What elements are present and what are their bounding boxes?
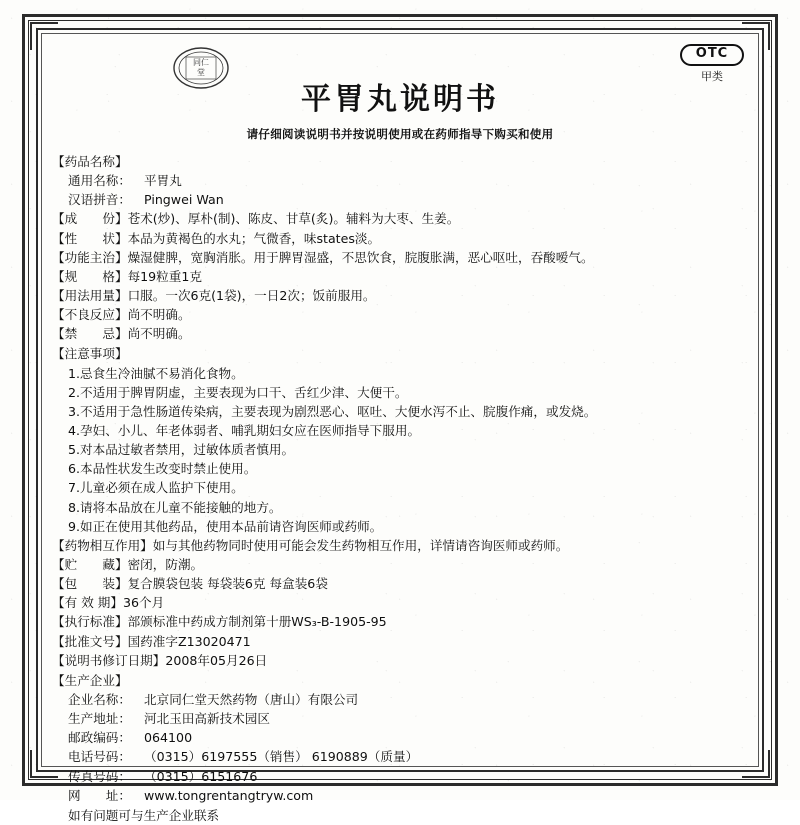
revision-date-row bbox=[52, 651, 748, 670]
contraindications-label: 【禁 忌】 bbox=[52, 326, 128, 342]
indications-label: 【功能主治】 bbox=[52, 249, 128, 265]
generic-name-value: 平胃丸 bbox=[144, 173, 182, 189]
phone-value: （0315）6197555（销售） 6190889（质量） bbox=[144, 749, 419, 765]
package-row bbox=[52, 574, 748, 593]
fax-row bbox=[52, 767, 748, 786]
manufacturer-address-label: 生产地址： bbox=[68, 711, 131, 727]
dosage-label: 【用法用量】 bbox=[52, 287, 128, 303]
page-subtitle: 请仔细阅读说明书并按说明使用或在药师指导下购买和使用 bbox=[246, 127, 554, 141]
spec-row bbox=[52, 267, 748, 286]
list-item: 6.本品性状发生改变时禁止使用。 bbox=[68, 461, 257, 477]
manufacturer-name-row bbox=[52, 690, 748, 709]
standard-value: 部颁标准中药成方制剂第十册WS₃-B-1905-95 bbox=[127, 614, 387, 630]
list-item: 4.孕妇、小儿、年老体弱者、哺乳期妇女应在医师指导下服用。 bbox=[68, 422, 421, 438]
storage-label: 【贮 藏】 bbox=[52, 556, 128, 572]
spec-value: 每19粒重1克 bbox=[127, 268, 202, 284]
phone-label: 电话号码： bbox=[68, 749, 131, 765]
dosage-row bbox=[52, 286, 748, 305]
adverse-reactions-row bbox=[52, 305, 748, 324]
interactions-label: 【药物相互作用】 bbox=[52, 537, 153, 553]
section-manufacturer: 【生产企业】 bbox=[52, 672, 128, 688]
svg-text:堂: 堂 bbox=[197, 68, 205, 77]
contraindications-value: 尚不明确。 bbox=[127, 326, 191, 342]
list-item: 9.如正在使用其他药品，使用本品前请咨询医师或药师。 bbox=[68, 518, 383, 534]
approval-label: 【批准文号】 bbox=[52, 633, 128, 649]
ingredients-label: 【成 份】 bbox=[52, 211, 128, 227]
storage-value: 密闭，防潮。 bbox=[127, 556, 204, 572]
postcode-value: 064100 bbox=[144, 730, 193, 746]
otc-badge bbox=[680, 44, 744, 84]
manufacturer-address-value: 河北玉田高新技术园区 bbox=[144, 711, 270, 727]
otc-class-label: 甲类 bbox=[701, 69, 723, 83]
interactions-row bbox=[52, 536, 748, 555]
website-label: 网 址： bbox=[68, 787, 131, 803]
otc-label: OTC bbox=[680, 44, 744, 66]
svg-text:同仁: 同仁 bbox=[193, 58, 209, 67]
generic-name-label: 通用名称： bbox=[68, 173, 131, 189]
website-row bbox=[52, 786, 748, 805]
pinyin-label: 汉语拼音： bbox=[68, 192, 131, 208]
standard-row bbox=[52, 612, 748, 631]
indications-value: 燥湿健脾，宽胸消胀。用于脾胃湿盛，不思饮食，脘腹胀满，恶心呕吐，吞酸嗳气。 bbox=[127, 249, 594, 265]
package-value: 复合膜袋包装 每袋装6克 每盒装6袋 bbox=[127, 576, 328, 592]
revision-date-label: 【说明书修订日期】 bbox=[52, 652, 166, 668]
appearance-row bbox=[52, 229, 748, 248]
revision-date-value: 2008年05月26日 bbox=[165, 652, 268, 668]
appearance-value: 本品为黄褐色的水丸；气微香，味states淡。 bbox=[127, 230, 381, 246]
adverse-reactions-value: 尚不明确。 bbox=[127, 307, 191, 323]
manufacturer-address-row bbox=[52, 709, 748, 728]
approval-value: 国药准字Z13020471 bbox=[127, 633, 251, 649]
list-item: 5.对本品过敏者禁用，过敏体质者慎用。 bbox=[68, 442, 295, 458]
ingredients-row bbox=[52, 209, 748, 228]
contact-footer-note: 如有问题可与生产企业联系 bbox=[68, 807, 220, 823]
approval-row bbox=[52, 632, 748, 651]
fax-value: （0315）6151676 bbox=[144, 768, 258, 784]
storage-row bbox=[52, 555, 748, 574]
contraindications-row bbox=[52, 324, 748, 343]
generic-name-row bbox=[52, 171, 748, 190]
section-precautions: 【注意事项】 bbox=[52, 346, 128, 362]
list-item: 7.儿童必须在成人监护下使用。 bbox=[68, 480, 244, 496]
postcode-label: 邮政编码： bbox=[68, 730, 131, 746]
insert-body bbox=[52, 152, 748, 825]
list-item: 3.不适用于急性肠道传染病，主要表现为剧烈恶心、呕吐、大便水泻不止、脘腹作痛，或发烧。 bbox=[68, 403, 597, 419]
interactions-value: 如与其他药物同时使用可能会发生药物相互作用，详情请咨询医师或药师。 bbox=[152, 537, 569, 553]
website-value: www.tongrentangtryw.com bbox=[144, 787, 314, 803]
validity-row bbox=[52, 593, 748, 612]
manufacturer-name-value: 北京同仁堂天然药物（唐山）有限公司 bbox=[144, 691, 359, 707]
brand-seal-icon bbox=[172, 46, 230, 90]
page-title: 平胃丸说明书 bbox=[301, 82, 499, 117]
pinyin-value: Pingwei Wan bbox=[144, 192, 224, 208]
package-label: 【包 装】 bbox=[52, 576, 128, 592]
validity-label: 【有 效 期】 bbox=[52, 595, 123, 611]
list-item: 8.请将本品放在儿童不能接触的地方。 bbox=[68, 499, 282, 515]
standard-label: 【执行标准】 bbox=[52, 614, 128, 630]
manufacturer-name-label: 企业名称： bbox=[68, 691, 131, 707]
list-item: 2.不适用于脾胃阴虚，主要表现为口干、舌红少津、大便干。 bbox=[68, 384, 408, 400]
spec-label: 【规 格】 bbox=[52, 268, 128, 284]
ingredients-value: 苍术(炒)、厚朴(制)、陈皮、甘草(炙)。辅料为大枣、生姜。 bbox=[127, 211, 460, 227]
validity-value: 36个月 bbox=[122, 595, 165, 611]
pinyin-row bbox=[52, 190, 748, 209]
indications-row bbox=[52, 248, 748, 267]
fax-label: 传真号码： bbox=[68, 768, 131, 784]
phone-row bbox=[52, 747, 748, 766]
appearance-label: 【性 状】 bbox=[52, 230, 128, 246]
postcode-row bbox=[52, 728, 748, 747]
section-drug-name: 【药品名称】 bbox=[52, 154, 128, 169]
list-item: 1.忌食生冷油腻不易消化食物。 bbox=[68, 365, 244, 381]
dosage-value: 口服。一次6克(1袋)，一日2次；饭前服用。 bbox=[127, 287, 376, 303]
adverse-reactions-label: 【不良反应】 bbox=[52, 307, 128, 323]
